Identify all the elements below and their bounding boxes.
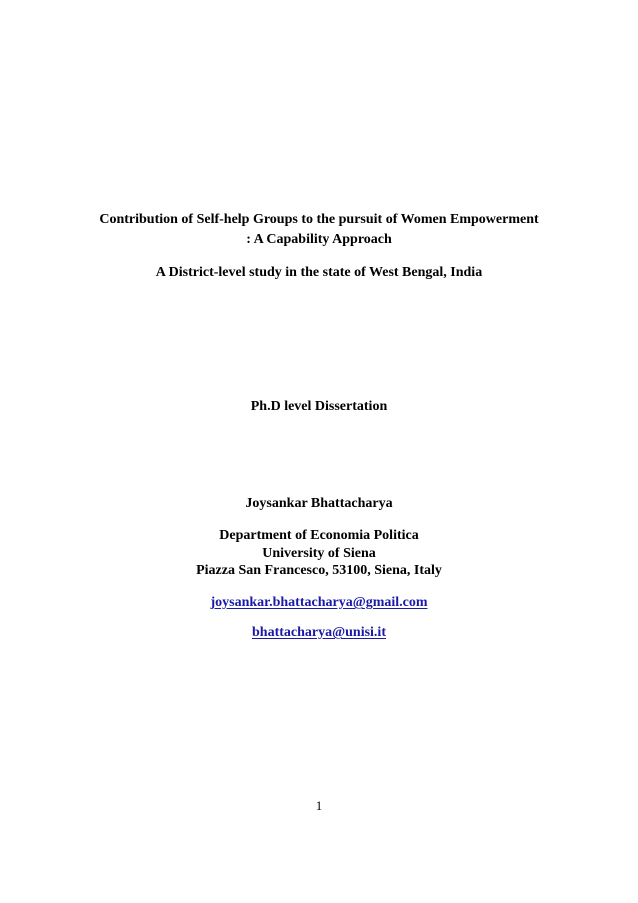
dissertation-type: Ph.D level Dissertation — [250, 399, 388, 414]
author-name: Joysankar Bhattacharya — [245, 496, 393, 511]
title-line-2: : A Capability Approach — [246, 232, 392, 247]
email-secondary-row — [0, 624, 638, 642]
title-line-1: Contribution of Self-help Groups to the pursuit of Women Empowerment — [99, 212, 539, 227]
email-primary-link[interactable]: joysankar.bhattacharya@gmail.com — [210, 595, 428, 610]
email-primary-row — [0, 594, 638, 612]
email-secondary-link[interactable]: bhattacharya@unisi.it — [252, 625, 386, 640]
author-department: Department of Economia Politica — [219, 528, 419, 543]
subtitle: A District-level study in the state of West Bengal, India — [155, 265, 483, 280]
author-address: Piazza San Francesco, 53100, Siena, Italy — [196, 563, 442, 578]
page-number: 1 — [315, 798, 323, 813]
author-university: University of Siena — [262, 546, 376, 561]
